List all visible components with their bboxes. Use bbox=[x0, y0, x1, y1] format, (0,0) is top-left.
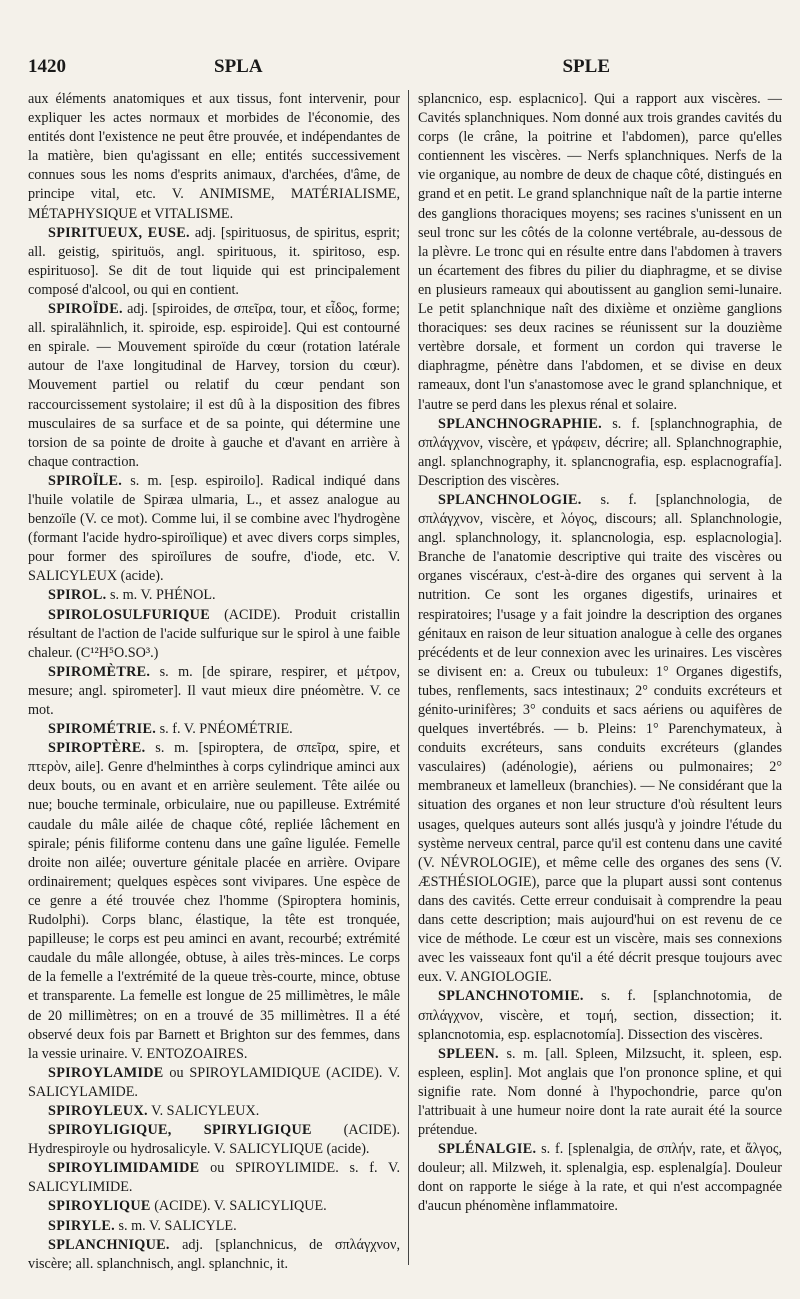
entry-headword: SPIROL. bbox=[48, 587, 107, 604]
entry bbox=[28, 1064, 400, 1102]
right-column bbox=[418, 90, 782, 1290]
entry-headword: SPIRYLE. bbox=[48, 1217, 115, 1234]
running-head-right: SPLE bbox=[562, 56, 610, 77]
entry-text: s. m. V. PHÉNOL. bbox=[110, 587, 216, 604]
entry-headword: SPIROYLIGIQUE, SPIRYLIGIQUE bbox=[48, 1122, 312, 1139]
entry-text: s. f. [splanchnotomia, de σπλάγχνον, viscère, et τομή, section, dissection; it. splancnotomia, esp. esplacnotomía]. Dissection des viscères. bbox=[418, 988, 782, 1043]
entry bbox=[28, 606, 400, 663]
entry-text: (ACIDE). Hydrespiroyle ou hydrosalicyle. V. SALICYLIQUE (acide). bbox=[28, 1122, 400, 1158]
entry-text: s. f. [splanchnographia, de σπλάγχνον, viscère, et γράφειν, décrire; all. Splanchnographie, angl. splanchnography, it. splancnografia, esp. esplacnografía]. Description des viscères. bbox=[418, 415, 782, 489]
entry-text: V. SALICYLEUX. bbox=[151, 1102, 260, 1119]
entry bbox=[28, 472, 400, 587]
entry bbox=[28, 1197, 400, 1216]
entry bbox=[28, 1159, 400, 1197]
page-header bbox=[28, 56, 778, 88]
entry-headword: SPIROYLIQUE bbox=[48, 1198, 151, 1215]
entry bbox=[28, 1236, 400, 1274]
entry bbox=[28, 586, 400, 605]
entry-text: adj. [splanchnicus, de σπλάγχνον, viscère; all. splanchnisch, angl. splanchnic, it. bbox=[28, 1236, 400, 1272]
entry bbox=[28, 1121, 400, 1159]
entry-headword: SPLANCHNOTOMIE. bbox=[438, 988, 584, 1005]
entry-headword: SPIROYLEUX. bbox=[48, 1102, 148, 1119]
entry bbox=[418, 491, 782, 987]
entry-text: adj. [spiroides, de σπεῖρα, tour, et εἶδος, forme; all. spiralähnlich, it. spiroide, esp. espiroide]. Qui est contourné en spirale. — Mouvement spiroïde du cœur (rotation latérale autour de l'axe longitudinal de Harvey, torsion du cœur). Mouvement partiel ou relatif du cœur pendant son raccourcissement systolaire; il est dû à la disposition des fibres musculaires de sa surface et de sa pointe, qui détermine une torsion de sa pointe de droite à gauche et d'avant en arrière à chaque contraction. bbox=[28, 301, 400, 470]
entry-text: ou SPIROYLAMIDIQUE (ACIDE). V. SALICYLAMIDE. bbox=[28, 1064, 400, 1100]
entry-text: (ACIDE). Produit cristallin résultant de l'action de l'acide sulfurique sur le spirol à une faible chaleur. (C¹²H⁵O.SO³.) bbox=[28, 606, 400, 661]
entry-text: s. m. [spiroptera, de σπεῖρα, spire, et πτερὸν, aile]. Genre d'helminthes à corps cylindrique aminci aux deux bouts, ou en avant et en arrière seulement. Tête ailée ou nue; bouche terminale, orbiculaire, nue ou papilleuse. Extrémité caudale du mâle ailée de chaque côté, repliée lâchement en spirale; pénis filiforme contenu dans une gaîne liguléе. Femelle droite non ailée; ouverture génitale placée en arrière. Ovipare ordinairement; quelques espèces sont vivipares. Une espèce de ce genre a été trouvée chez l'homme (Spiroptera hominis, Rudolphi). Corps blanc, élastique, la tête est tronquée, papilleuse; le corps est peu aminci en avant, recourbé; extrémité caudale du mâle allongée, obtuse, à ailes très-minces. Le corps de la femelle a l'extrémité de la queue très-courte, mince, obtuse et transparente. La femelle est longue de 25 millimètres, le mâle de 20 millimètres; on en a trouvé de 35 millimètres. Il a été observé deux fois par Barnett et Brighton sur des femmes, dans la vessie urinaire. V. ENTOZOAIRES. bbox=[28, 740, 400, 1062]
entry bbox=[418, 90, 782, 415]
entry-headword: SPLANCHNOLOGIE. bbox=[438, 491, 582, 508]
entry bbox=[28, 663, 400, 720]
entry bbox=[418, 1140, 782, 1216]
entry-text: s. f. V. PNÉOMÉTRIE. bbox=[159, 721, 293, 738]
entry bbox=[418, 987, 782, 1044]
entry-text: s. m. [all. Spleen, Milzsucht, it. spleen, esp. espleen, esplin]. Mot anglais que l'on prononce spline, et qui signifie rate. Nom donné à l'hypochondrie, parce qu'on l'attribuait à une humeur noire dont la rate aurait été la source prétendue. bbox=[418, 1045, 782, 1139]
entry-text: aux éléments anatomiques et aux tissus, font intervenir, pour expliquer les actes normaux et morbides de l'économie, des entités dont l'existence ne peut être prouvée, et indépendantes de la matière, bien qu'agissant en elle; entités successivement connues sous les noms d'esprits animaux, d'archées, d'âme, de principe vital, etc. V. ANIMISME, MATÉRIALISME, MÉTAPHYSIQUE et VITALISME. bbox=[28, 91, 400, 222]
entry-headword: SPIROMÈTRE. bbox=[48, 663, 151, 680]
entry bbox=[28, 1102, 400, 1121]
column-divider bbox=[408, 90, 409, 1265]
entry-headword: SPIROPTÈRE. bbox=[48, 740, 146, 757]
running-head-left: SPLA bbox=[214, 56, 263, 77]
page-number: 1420 bbox=[28, 56, 66, 77]
entry bbox=[418, 1045, 782, 1140]
entry bbox=[28, 1217, 400, 1236]
entry bbox=[28, 300, 400, 472]
entry-headword: SPLÉNALGIE. bbox=[438, 1141, 537, 1158]
entry-headword: SPIROYLIMIDAMIDE bbox=[48, 1160, 200, 1177]
entry-headword: SPLEEN. bbox=[438, 1045, 499, 1062]
entry-text: (ACIDE). V. SALICYLIQUE. bbox=[154, 1198, 327, 1215]
entry-headword: SPIROMÉTRIE. bbox=[48, 721, 157, 738]
entry bbox=[418, 415, 782, 491]
entry-text: adj. [spirituosus, de spiritus, esprit; all. geistig, spirituös, angl. spirituous, it. spiritoso, esp. espirituoso]. Se dit de tout liquide qui est principalement composé d'alcool, ou qui en contient. bbox=[28, 224, 400, 298]
entry bbox=[28, 90, 400, 224]
left-column bbox=[28, 90, 400, 1290]
entry bbox=[28, 739, 400, 1064]
entry-headword: SPIROLOSULFURIQUE bbox=[48, 606, 210, 623]
entry-headword: SPIRITUEUX, EUSE. bbox=[48, 224, 190, 241]
entry-text: splancnico, esp. esplacnico]. Qui a rapport aux viscères. — Cavités splanchniques. Nom donné aux trois grandes cavités du corps (le crâne, la poitrine et l'abdomen), parce qu'elles contiennent les viscères. — Nerfs splanchniques. Nerfs de la vie organique, au nombre de deux de chaque côté, distingués en grand et en petit. Le grand splanchnique naît de la partie interne des ganglions thoraciques moyens; ses racines s'unissent en un seul tronc sur les côtés de la colonne vertébrale, au-dessous de la plèvre. Le tronc qui en résulte entre dans l'abdomen à travers un écartement des fibres du pilier du diaphragme, et se divise en plusieurs rameaux qui aboutissent au ganglion semi-lunaire. Le petit splanchnique naît des dixième et onzième ganglions thoraciques: ses deux racines se réunissent sur la douzième vertèbre dorsale, et forment un cordon qui traverse le diaphragme, pénètre dans l'abdomen, et se divise en deux rameaux, dont l'un s'anastomose avec le grand splanchnique, et l'autre se perd dans les plexus rénal et solaire. bbox=[418, 91, 782, 413]
entry-headword: SPIROÏDE. bbox=[48, 301, 123, 318]
entry-headword: SPLANCHNOGRAPHIE. bbox=[438, 415, 602, 432]
entry-text: s. m. [esp. espiroilo]. Radical indiqué dans l'huile volatile de Spiræa ulmaria, L., et assez analogue au benzoïle (V. ce mot). Comme lui, il se combine avec l'hydrogène (formant l'acide hydro-spiroïlique) et avec divers corps simples, pour former des spiroïlures de soufre, d'iode, etc. V. SALICYLEUX (acide). bbox=[28, 472, 400, 585]
entry-text: s. m. V. SALICYLE. bbox=[118, 1217, 237, 1234]
entry bbox=[28, 224, 400, 300]
entry-text: s. f. [splenalgia, de σπλήν, rate, et ἄλγος, douleur; all. Milzweh, it. splenalgia, esp. esplenalgía]. Douleur dont on rapporte le siége à la rate, et qui n'est accompagnée d'aucun phénomène inflammatoire. bbox=[418, 1141, 782, 1215]
entry-headword: SPIROÏLE. bbox=[48, 472, 123, 489]
entry-headword: SPIROYLAMIDE bbox=[48, 1064, 164, 1081]
entry bbox=[28, 720, 400, 739]
entry-text: ou SPIROYLIMIDE. s. f. V. SALICYLIMIDE. bbox=[28, 1160, 400, 1196]
entry-headword: SPLANCHNIQUE. bbox=[48, 1236, 170, 1253]
entry-text: s. m. [de spirare, respirer, et μέτρον, mesure; angl. spirometer]. Il vaut mieux dire pnéomètre. V. ce mot. bbox=[28, 663, 400, 718]
entry-text: s. f. [splanchnologia, de σπλάγχνον, viscère, et λόγος, discours; all. Splanchnologie, angl. splanchnology, it. splancnologia, esp. esplacnologia]. Branche de l'anatomie descriptive qui traite des viscères ou organes viscéraux, c'est-à-dire des organes qui servent à la nutrition. Ce sont les organes digestifs, urinaires et respiratoires; l'usage y a fait joindre la description des organes génitaux en raison de leur situation analogue à celle des organes précédents et de leur connexion avec les urinaires. Les viscères se divisent en: a. Creux ou tubuleux: 1° Organes digestifs, tubes, renflements, sacs intestinaux; 2° conduits excréteurs et génito-urinifères; 3° conduits et sacs aériens ou aquifères de quelques invertébrés. — b. Pleins: 1° Parenchymateux, à conduits excréteurs, sans conduits excréteurs (glandes vasculaires) (adénologie), aériens ou pulmonaires; 2° membraneux et lamelleux (branchies). — Ne considérant que la situation des organes et non leur structure d'où résultent leurs usages, quelques auteurs sont allés jusqu'à y joindre l'étude du système nerveux central, parce qu'il est contenu dans une cavité (V. NÉVROLOGIE), et même celle des organes des sens (V. ÆSTHÉSIOLOGIE), parce que la plupart aussi sont contenus dans des cavités. Cette erreur conduisait à comprendre la peau dans cette description; mais aujourd'hui on est revenu de ce vice de méthode. Le cœur est un viscère, mais ses connexions avec les vaisseaux font qu'il a été décrit presque toujours avec eux. V. ANGIOLOGIE. bbox=[418, 491, 782, 986]
